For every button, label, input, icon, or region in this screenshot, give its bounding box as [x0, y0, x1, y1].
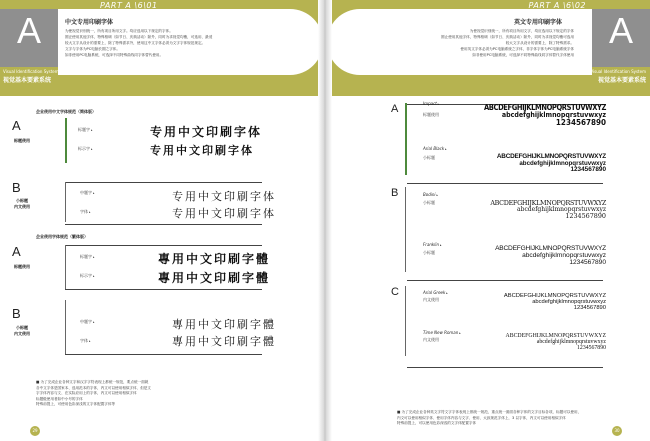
group-bar [405, 286, 406, 356]
rule [65, 245, 262, 246]
right-page [327, 0, 650, 441]
chinese-font-sample: 专用中文印刷字体 [172, 207, 276, 220]
group-bar [65, 182, 66, 222]
rule [407, 280, 603, 281]
group-label: 标题使用 [14, 138, 30, 143]
size-label: 中题字 ▸ [80, 319, 94, 325]
group-bar [65, 245, 66, 289]
book-gutter [318, 0, 332, 441]
rule [65, 354, 262, 355]
rule [65, 224, 262, 225]
sample-digits: 1234567890 [555, 118, 606, 128]
block-heading-traditional: 企业使用字体规范（繁体版） [36, 234, 88, 239]
section-logo-letter: A [608, 10, 633, 51]
chinese-font-sample: 专用中文印刷字体 [150, 144, 254, 157]
sample-digits: 1234567890 [570, 166, 606, 174]
group-bar [405, 187, 406, 272]
size-label: 中题字 ▸ [80, 190, 94, 196]
font-name: Time New Roman ▸ [423, 330, 461, 335]
font-use: 小标题 [423, 155, 435, 160]
group-bar [65, 118, 67, 163]
group-letter: B [391, 187, 399, 199]
font-name: Arial Greek ▸ [423, 290, 448, 295]
sample-digits: 1234567890 [573, 305, 606, 312]
rule [407, 183, 603, 184]
rule [65, 289, 262, 290]
size-label: 标示字 ▸ [80, 273, 94, 279]
english-font-sample [490, 200, 606, 220]
system-name-cn: 视觉基本要素系统 [3, 77, 52, 84]
system-name-cn: 视觉基本要素系统 [597, 77, 646, 84]
left-page [0, 0, 323, 441]
group-label: 标题使用 [14, 264, 30, 269]
group-letter: A [12, 244, 21, 259]
font-use: 内文使用 [423, 337, 439, 342]
section-title: 中文专用印刷字体 [65, 19, 114, 26]
chinese-font-sample: 专用中文印刷字体 [172, 190, 276, 203]
group-label: 小标题 内文使用 [14, 198, 30, 209]
sample-lowercase: abcdefghijklmnopqrstuvwxyz [536, 339, 606, 346]
english-font-sample [506, 333, 606, 351]
group-letter: B [12, 306, 21, 321]
english-font-sample [504, 293, 606, 311]
sample-uppercase: ABCDEFGHIJKLMNOPQRSTUVWXYZ [490, 199, 606, 207]
system-name-en: Visual Identification System [3, 69, 59, 74]
sample-digits: 1234567890 [577, 345, 606, 352]
size-label: 标题字 ▸ [78, 127, 92, 133]
size-label: 字体 ▸ [80, 338, 90, 344]
part-label: PART A \6\02 [528, 1, 586, 10]
intro-text: 为使视觉识别统一，所有项目所用文字，均应选用以下规定的字体 圆止使用其他字体，特殊格调（如节日、庆典活动）除外，同时为求视觉均衡可选用 较大文字从设计的需要上，除了特殊需求。 使用英文字体必须为PC电脑系统之字体，非字体字体为PC电脑系统字体 如非使用PC电脑系统，可选择不同特殊曲线同字体替代字体使用 [441, 29, 574, 57]
sample-lowercase: abcdefghijklmnopqrstuvwxyz [501, 110, 606, 119]
group-bar [405, 103, 407, 175]
rule [65, 182, 262, 183]
english-font-sample [497, 154, 606, 174]
part-label: PART A \6\01 [100, 1, 158, 10]
font-use: 小标题 [423, 200, 435, 205]
font-use: 标题使用 [423, 112, 439, 117]
chinese-font-sample: 專用中文印刷字體 [158, 252, 271, 266]
font-name: Arial Black ▸ [423, 146, 447, 151]
page-number: 29 [30, 426, 40, 436]
english-font-sample [495, 246, 606, 267]
group-letter: C [391, 286, 399, 298]
chinese-font-sample: 專用中文印刷字體 [158, 271, 271, 285]
sample-uppercase: ABCDEFGHIJKLMNOPQRSTUVWXYZ [505, 333, 606, 339]
header-text [327, 9, 592, 75]
size-label: 字体 ▸ [80, 209, 90, 215]
sample-lowercase: abcdefghijklmnopqrstuvwxyz [532, 299, 606, 306]
size-label: 标示字 ▸ [78, 146, 92, 152]
sample-lowercase: abcdefghijklmnopqrstuvwxyz [519, 159, 606, 167]
group-bar [65, 300, 66, 354]
sample-lowercase: abcdefghijklmnopqrstuvwxyz [517, 205, 606, 213]
sample-uppercase: ABCDEFGHIJKLMNOPQRSTUVWXYZ [496, 153, 606, 160]
footnote: ■ 为了完成企业各种英文字符文字字体表现上都统一规范，重点统一面面各种字体的文字目标各项，标题可以使用， 内文可以使用相似字体、使用字体内容与文字、使用、大致规范字体上，3 以字体，内文可以使用相似字体 特殊前提上，可以使用色彩深浅的文字体配置字体 [397, 410, 582, 426]
english-font-sample [484, 104, 606, 128]
group-letter: A [12, 118, 21, 133]
chinese-font-sample: 專用中文印刷字體 [172, 318, 276, 331]
size-label: 标题字 ▸ [80, 254, 94, 260]
font-name: Impact ▸ [423, 101, 439, 106]
rule [407, 367, 603, 368]
footnote: ■ 为了完成企业各种文字和汉字字符表现上都统一规范，要点统一面貌 各中文字体是国家本、选用范本的字体，内文可以使用相似字体、但是文 字字体内容与文、在实际应用上的字体，内文可以使用相似字体 标题级使用者如中小号的字体 特殊前提上，可使用色彩深浅的文字体配置字体等 [36, 380, 151, 407]
group-letter: B [12, 180, 21, 195]
sample-uppercase: ABCDEFGHIJKLMNOPQRSTUVWXYZ [483, 103, 606, 112]
block-heading-simplified: 企业使用中文字体规范（简体版） [36, 109, 96, 114]
group-letter: A [391, 103, 399, 115]
header-text [58, 9, 323, 75]
chinese-font-sample: 專用中文印刷字體 [172, 335, 276, 348]
chinese-font-sample: 专用中文印刷字体 [150, 125, 263, 139]
font-name: Bodini ▸ [423, 192, 438, 197]
section-title: 英文专用印刷字体 [513, 19, 562, 26]
sample-uppercase: ABCDEFGHIJKLMNOPQRSTUVWXYZ [503, 293, 606, 299]
system-name-en: Visual Identification System [590, 69, 646, 74]
intro-text: 为使视觉识别统一，所有项目所用文字。均应选用以下规定的字体。 圆正使用其他字体，特殊格调（如节日、庆典活动）除外，同时为求视觉均衡，可选用、最适 较大文字从设计的需要上，除了特殊需求外，使用这中文字体必须为文字字体规范规定。 文字与字体为PC电脑长期之字体。 如非使用PC电脑系统，可选择不同特殊曲线同字体替代使用。 [65, 29, 213, 57]
sample-lowercase: abcdefghijklmnopqrstuvwxyz [522, 251, 606, 259]
font-name: Franklin ▸ [423, 242, 441, 247]
section-logo-letter: A [16, 10, 41, 51]
sample-digits: 1234567890 [569, 258, 606, 266]
sample-digits: 1234567890 [565, 212, 606, 221]
sample-uppercase: ABCDEFGHIJKLMNOPQRSTUVWXYZ [495, 245, 606, 252]
page-number: 30 [612, 426, 622, 436]
group-label: 小标题 内文使用 [14, 325, 30, 336]
font-use: 小标题 [423, 250, 435, 255]
font-use: 内文使用 [423, 297, 439, 302]
